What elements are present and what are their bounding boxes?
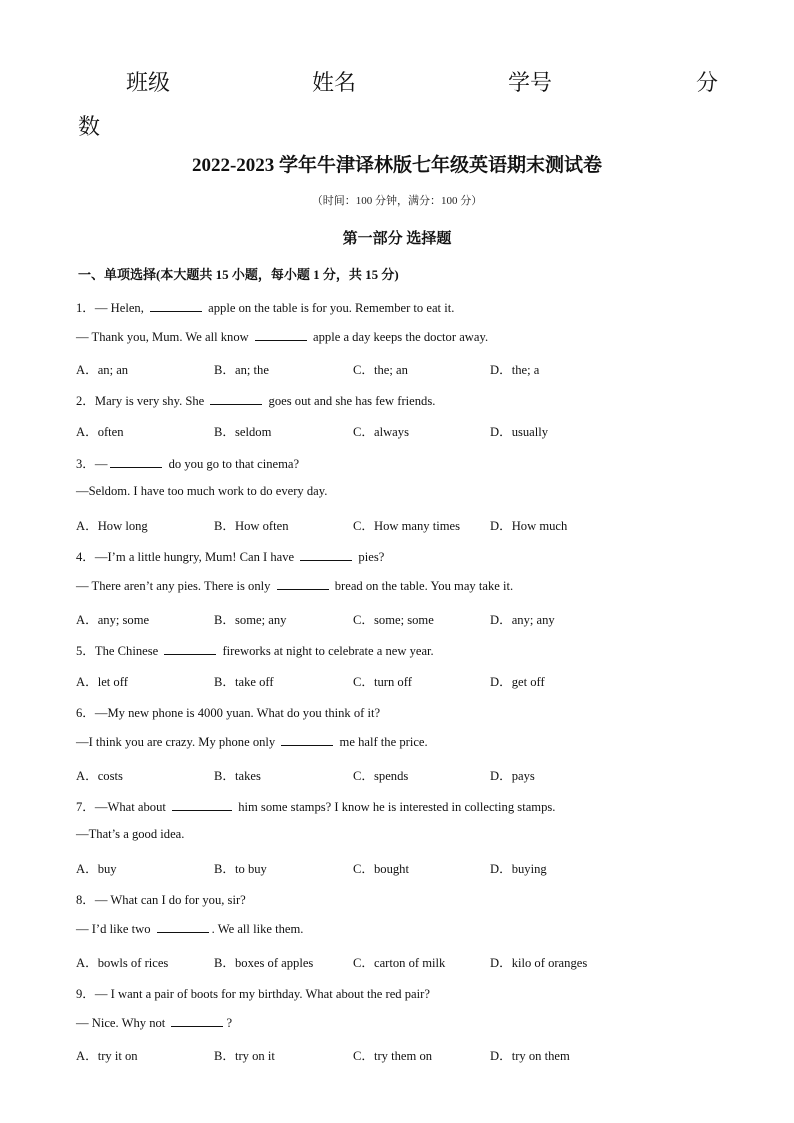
option-c[interactable]: C．some; some <box>353 613 434 627</box>
score-label-part1: 分 <box>696 70 719 95</box>
option-d[interactable]: D．buying <box>490 862 547 876</box>
option-b[interactable]: B．an; the <box>214 363 269 377</box>
option-d[interactable]: D．try on them <box>490 1049 570 1063</box>
option-a[interactable]: A．try it on <box>76 1049 138 1063</box>
option-b[interactable]: B．boxes of apples <box>214 956 314 970</box>
option-d[interactable]: D．How much <box>490 519 568 533</box>
option-b[interactable]: B．try on it <box>214 1049 275 1063</box>
option-d[interactable]: D．kilo of oranges <box>490 956 588 970</box>
question-4-options <box>76 609 726 627</box>
option-a[interactable]: A．bowls of rices <box>76 956 169 970</box>
question-7-line-1: 7．—What about him some stamps? I know he is interested in collecting stamps. <box>76 800 556 814</box>
question-4-line-1: 4．—I’m a little hungry, Mum! Can I have pies? <box>76 550 385 564</box>
option-d[interactable]: D．usually <box>490 425 549 439</box>
question-8-line-2: — I’d like two . We all like them. <box>76 922 304 936</box>
student-info-header <box>0 66 794 98</box>
answer-blank[interactable] <box>164 642 216 655</box>
question-1-line-1: 1．— Helen, apple on the table is for you. Remember to eat it. <box>76 301 455 315</box>
question-1-options <box>76 359 726 377</box>
exam-title: 2022-2023 学年牛津译林版七年级英语期末测试卷 <box>191 155 603 176</box>
option-c[interactable]: C．How many times <box>353 519 461 533</box>
answer-blank[interactable] <box>255 328 307 341</box>
option-a[interactable]: A．How long <box>76 519 148 533</box>
section-title: 一、单项选择(本大题共 15 小题，每小题 1 分，共 15 分) <box>78 267 399 282</box>
answer-blank[interactable] <box>277 577 329 590</box>
answer-blank[interactable] <box>172 798 232 811</box>
option-a[interactable]: A．let off <box>76 675 128 689</box>
question-3-line-1: 3．— do you go to that cinema? <box>76 457 300 471</box>
question-5-line-1: 5．The Chinese fireworks at night to celebrate a new year. <box>76 644 434 658</box>
question-9-options <box>76 1045 726 1063</box>
answer-blank[interactable] <box>300 548 352 561</box>
question-8-options <box>76 952 726 970</box>
question-9-line-2: — Nice. Why not ? <box>76 1016 233 1030</box>
option-c[interactable]: C．always <box>353 425 409 439</box>
option-c[interactable]: C．spends <box>353 769 409 783</box>
answer-blank[interactable] <box>281 733 333 746</box>
question-6-line-2: —I think you are crazy. My phone only me half the price. <box>76 735 428 749</box>
question-3-options <box>76 515 726 533</box>
option-a[interactable]: A．costs <box>76 769 123 783</box>
option-c[interactable]: C．try them on <box>353 1049 433 1063</box>
option-b[interactable]: B．takes <box>214 769 261 783</box>
question-3-line-2: —Seldom. I have too much work to do every day. <box>76 484 328 498</box>
answer-blank[interactable] <box>171 1014 223 1027</box>
option-b[interactable]: B．take off <box>214 675 274 689</box>
option-d[interactable]: D．any; any <box>490 613 555 627</box>
option-b[interactable]: B．to buy <box>214 862 267 876</box>
question-2-line-1: 2．Mary is very shy. She goes out and she has few friends. <box>76 394 436 408</box>
name-label: 姓名 <box>312 70 357 95</box>
question-5-options <box>76 671 726 689</box>
option-c[interactable]: C．carton of milk <box>353 956 446 970</box>
question-8-line-1: 8．— What can I do for you, sir? <box>76 893 246 907</box>
question-1-line-2: — Thank you, Mum. We all know apple a day keeps the doctor away. <box>76 330 489 344</box>
class-label: 班级 <box>126 70 171 95</box>
option-d[interactable]: D．pays <box>490 769 535 783</box>
option-b[interactable]: B．some; any <box>214 613 287 627</box>
question-6-options <box>76 765 726 783</box>
part-title: 第一部分 选择题 <box>342 231 452 247</box>
option-c[interactable]: C．the; an <box>353 363 408 377</box>
answer-blank[interactable] <box>157 920 209 933</box>
option-b[interactable]: B．seldom <box>214 425 272 439</box>
option-c[interactable]: C．turn off <box>353 675 412 689</box>
question-4-line-2: — There aren’t any pies. There is only bread on the table. You may take it. <box>76 579 514 593</box>
option-d[interactable]: D．the; a <box>490 363 540 377</box>
option-b[interactable]: B．How often <box>214 519 289 533</box>
exam-subtitle: （时间：100 分钟，满分：100 分） <box>311 195 483 207</box>
option-a[interactable]: A．an; an <box>76 363 129 377</box>
question-7-options <box>76 858 726 876</box>
answer-blank[interactable] <box>210 392 262 405</box>
option-a[interactable]: A．buy <box>76 862 117 876</box>
option-a[interactable]: A．often <box>76 425 124 439</box>
question-9-line-1: 9．— I want a pair of boots for my birthday. What about the red pair? <box>76 987 430 1001</box>
question-7-line-2: —That’s a good idea. <box>76 827 185 841</box>
question-6-line-1: 6．—My new phone is 4000 yuan. What do you think of it? <box>76 706 381 720</box>
answer-blank[interactable] <box>150 299 202 312</box>
student-id-label: 学号 <box>508 70 553 95</box>
question-2-options <box>76 421 726 439</box>
option-d[interactable]: D．get off <box>490 675 545 689</box>
answer-blank[interactable] <box>110 455 162 468</box>
option-c[interactable]: C．bought <box>353 862 409 876</box>
option-a[interactable]: A．any; some <box>76 613 150 627</box>
score-label-part2: 数 <box>78 114 101 139</box>
